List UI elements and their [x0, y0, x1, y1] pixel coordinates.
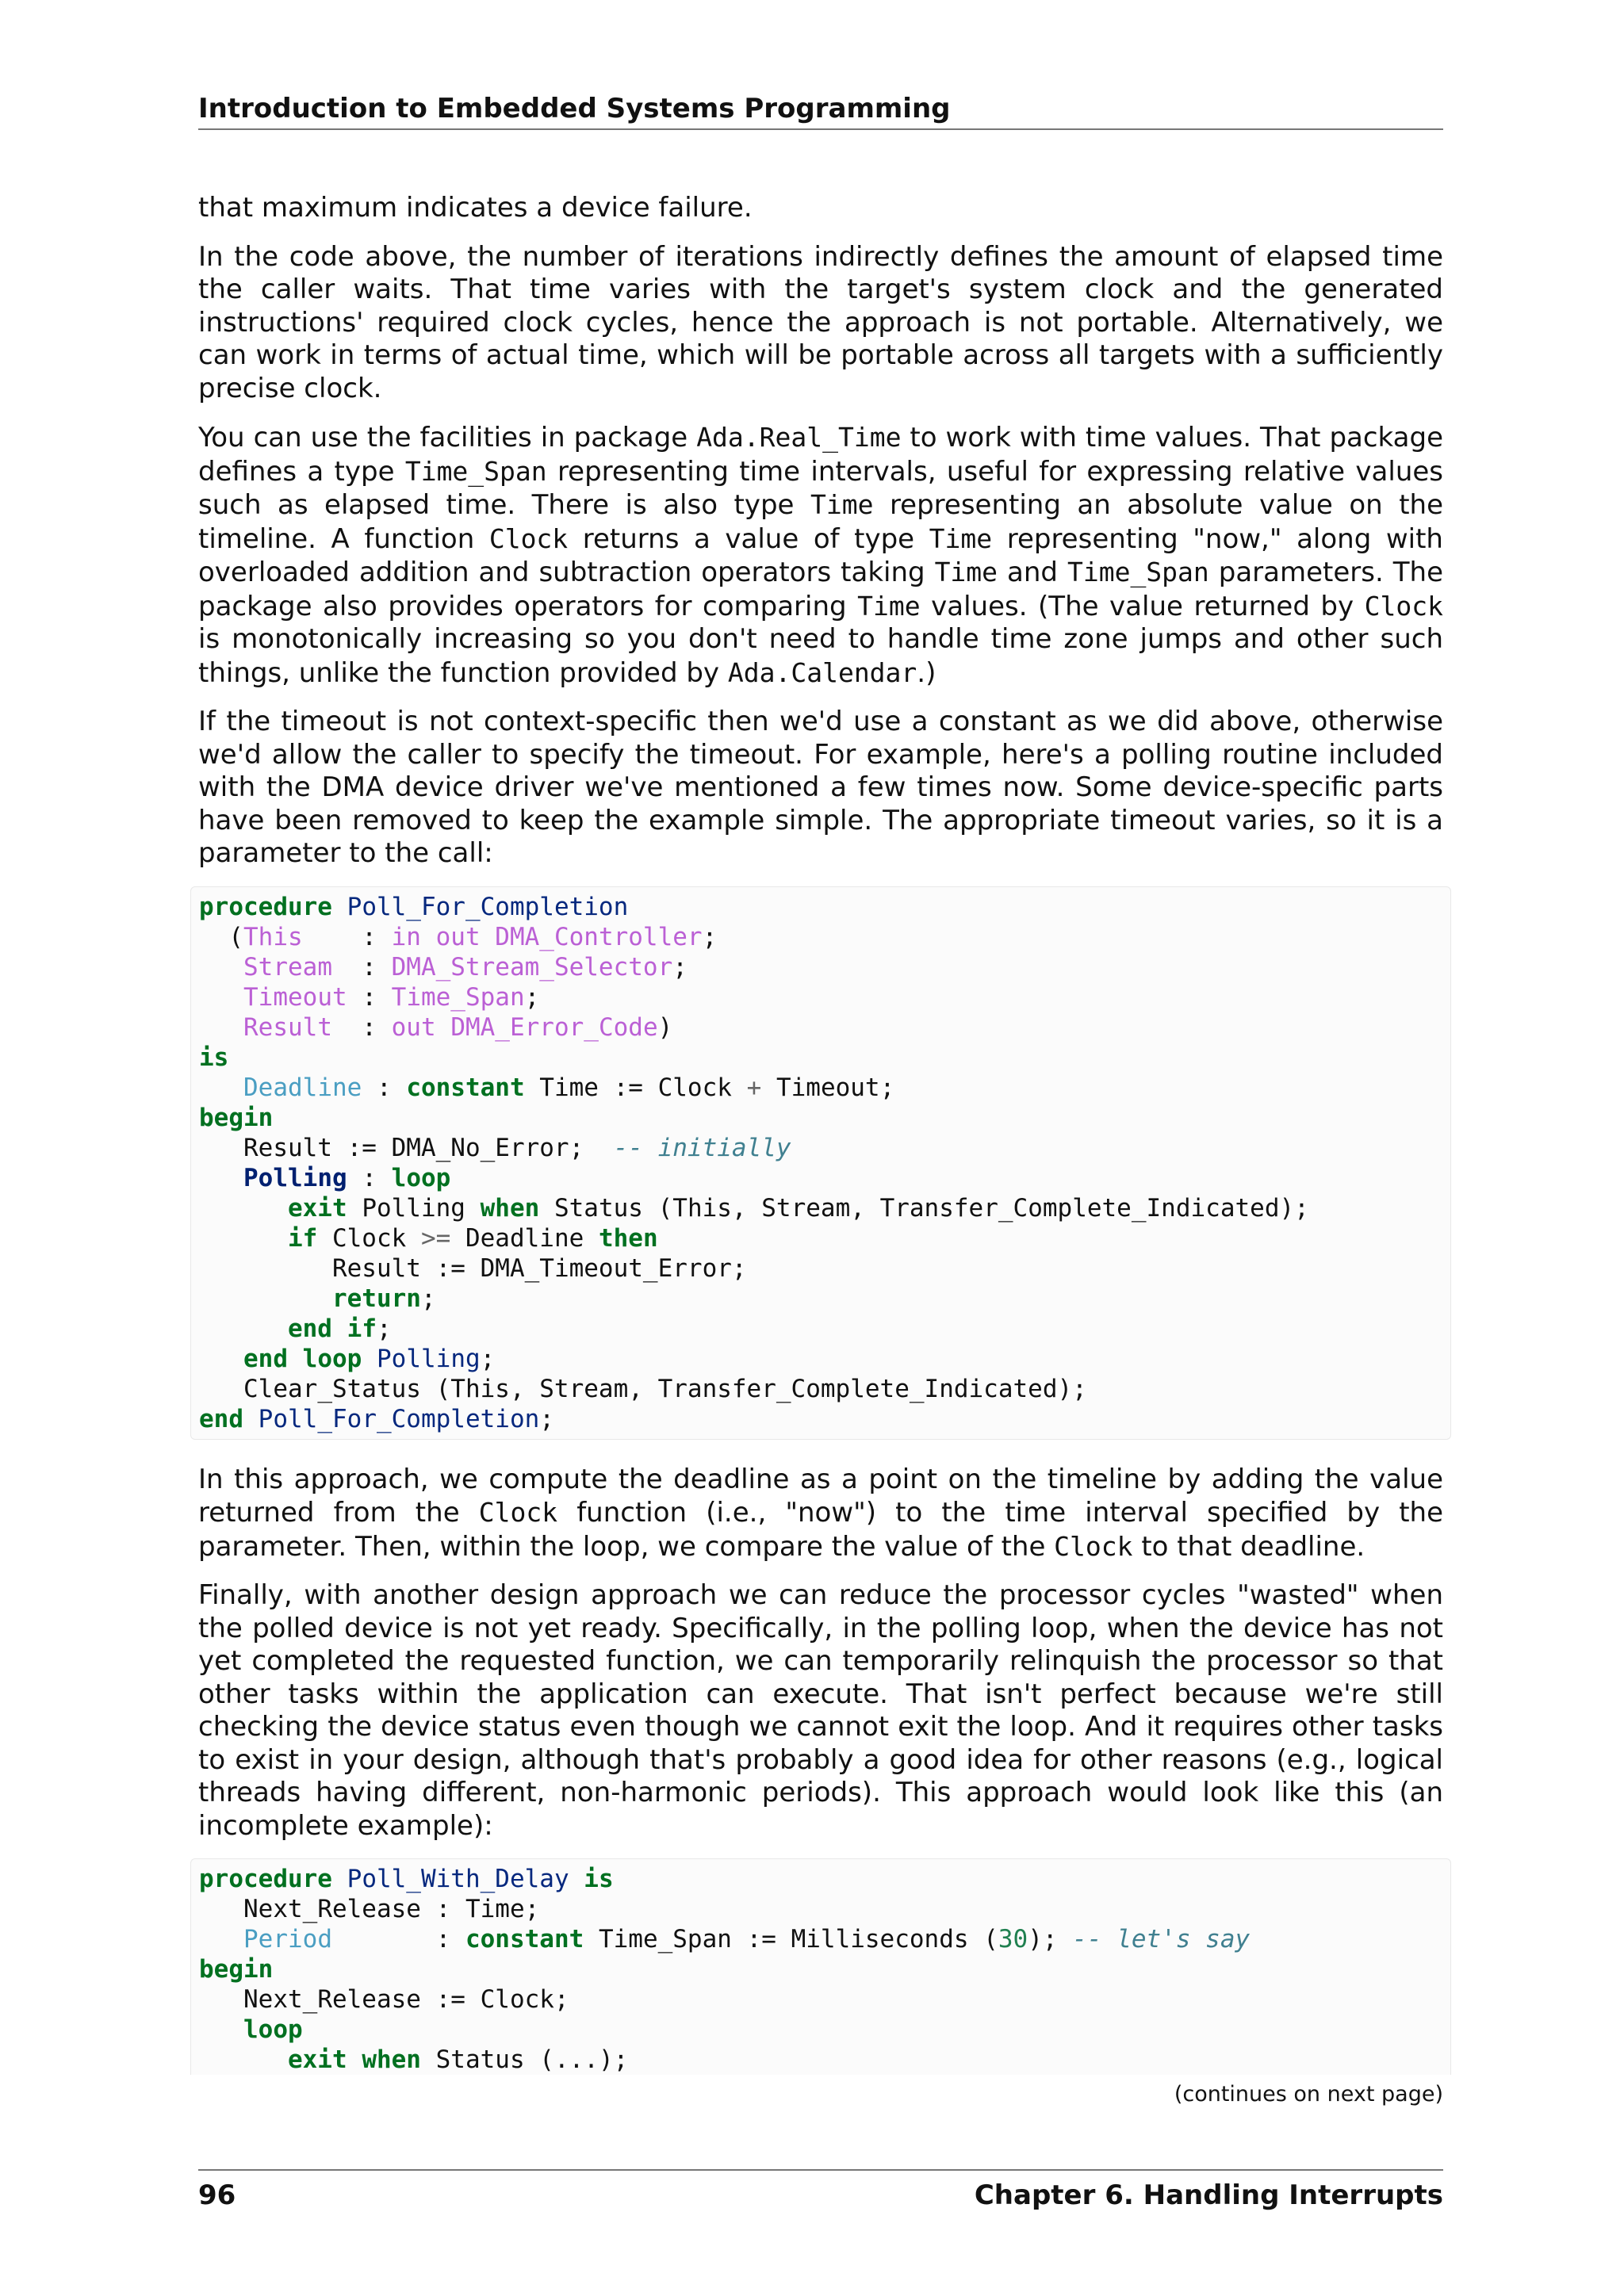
text: In this approach, we compute the deadline as a point on the timeline by adding the value returned from the — [198, 1463, 1443, 1529]
text: is monotonically increasing so you don't need to handle time zone jumps and other such things, unlike the function provided by — [198, 623, 1443, 689]
inline-code: Time_Span — [1067, 557, 1209, 587]
text: .) — [917, 656, 936, 689]
text: to work with time values. That package defines a type — [198, 422, 1443, 488]
inline-code: Ada.Calendar — [727, 656, 917, 688]
paragraph-timeout-context: If the timeout is not context-specific then we'd use a constant as we did above, otherwise we'd allow the caller to specify the timeout. For example, here's a polling routine included with the DMA device driver we've mentioned a few times now. Some device-specific parts have been removed to keep the example simple. The appropriate timeout varies, so it is a parameter to the call: — [198, 706, 1443, 869]
text: and — [998, 557, 1067, 588]
text: to that deadline. — [1132, 1530, 1365, 1563]
text: representing an absolute value on the timeline. A function — [198, 489, 1443, 555]
inline-code: Clock — [488, 522, 569, 554]
header-rule — [198, 128, 1443, 130]
code-listing: procedure Poll_For_Completion (This : in out DMA_Controller; Stream : DMA_Stream_Selector; Timeout : Time_Span; Result : out DMA_Error_Code) is Deadline : constant Time := Clock + Timeout; begin Result := DMA_No_Error; -- initially Polling : loop exit Polling when Status (This, Stream, Transfer_Complete_Indicated); if Clock >= Deadline then Result := DMA_Timeout_Error; return; end if; end loop Polling; Clear_Status (This, Stream, Transfer_Complete_Indicated); end Poll_For_Completion; — [199, 892, 1309, 1433]
paragraph-elapsed-time: In the code above, the number of iterations indirectly defines the amount of elapsed time the caller waits. That time varies with the target's system clock and the generated instructions' required clock cycles, hence the approach is not portable. Alternatively, we can work in terms of actual time, which will be portable across all targets with a sufficiently precise clock. — [198, 240, 1443, 404]
code-block-poll-with-delay — [190, 1858, 1451, 2075]
inline-code: Clock — [478, 1497, 558, 1528]
paragraph-deadline-approach — [198, 1464, 1443, 1564]
text: parameters. The package also provides operators for comparing — [198, 557, 1443, 622]
code-listing: procedure Poll_With_Delay is Next_Release : Time; Period : constant Time_Span := Milliseconds (30); -- let's say begin Next_Release := Clock; loop exit when Status (...); — [199, 1865, 1251, 2074]
text: values. (The value returned by — [920, 590, 1365, 622]
inline-code: Ada.Real_Time — [696, 422, 902, 453]
chapter-title: Chapter 6. Handling Interrupts — [974, 2179, 1443, 2211]
page-body — [198, 192, 1443, 2111]
code-block-poll-for-completion — [190, 886, 1451, 1440]
paragraph-design-approach: Finally, with another design approach we can reduce the processor cycles "wasted" when the polled device is not yet ready. Specifically, in the polling loop, when the device has not yet completed the requested function, we can temporarily relinquish the processor so that other tasks within the application can execute. That isn't perfect because we're still checking the device status even though we cannot exit the loop. And it requires other tasks to exist in your design, although that's probably a good idea for other reasons (e.g., logical threads having different, non-harmonic periods). This approach would look like this (an incomplete example): — [198, 1579, 1443, 1842]
inline-code: Time_Span — [404, 455, 547, 487]
continues-note: (continues on next page) — [1174, 2082, 1443, 2107]
inline-code: Time — [934, 557, 998, 587]
running-header: Introduction to Embedded Systems Programming — [198, 93, 951, 124]
inline-code: Time — [929, 522, 993, 554]
paragraph-real-time-package — [198, 421, 1443, 690]
inline-code: Clock — [1364, 590, 1443, 622]
paragraph-device-failure: that maximum indicates a device failure. — [198, 192, 753, 224]
text: You can use the facilities in package — [198, 422, 697, 453]
text: representing time intervals, useful for expressing relative values such as elapsed time. There is also type — [198, 455, 1443, 521]
text: function (i.e., "now") to the time interval specified by the parameter. Then, within the loop, we compare the value of the — [198, 1497, 1444, 1563]
page-number: 96 — [198, 2179, 236, 2211]
inline-code: Time — [810, 489, 874, 520]
footer-rule — [198, 2169, 1443, 2171]
text: returns a value of type — [568, 522, 929, 555]
inline-code: Time — [857, 590, 921, 622]
text: representing "now," along with overloaded addition and subtraction operators taking — [198, 522, 1443, 588]
inline-code: Clock — [1054, 1530, 1133, 1562]
